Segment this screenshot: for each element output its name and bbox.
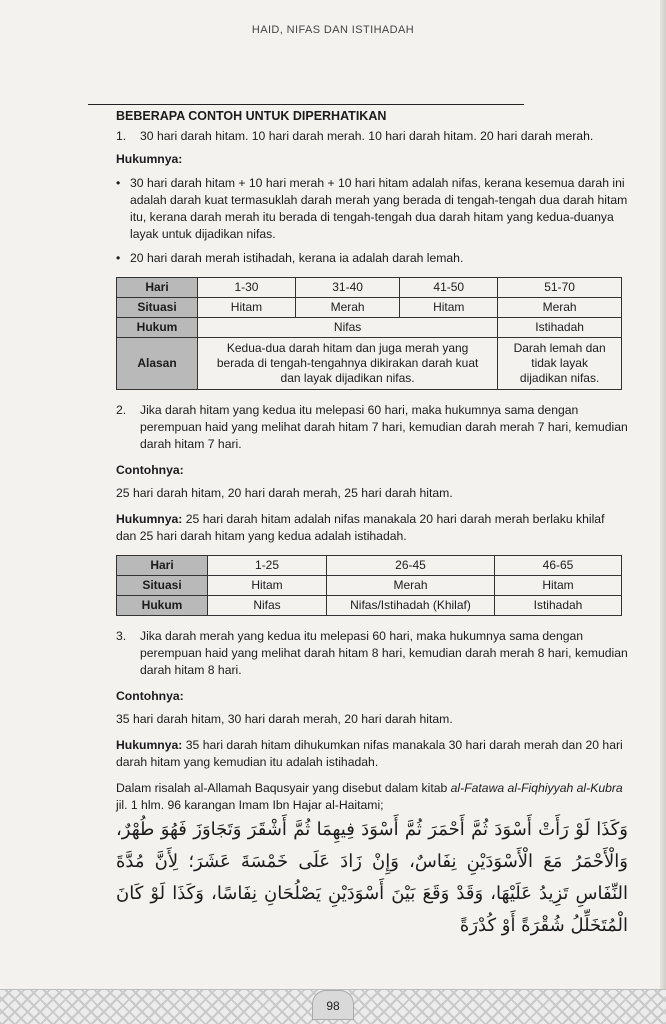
table-cell: 46-65 [495,556,622,576]
example-2-number: 2. [116,403,127,417]
table-cell: 26-45 [327,556,495,576]
example-1-hukum-label: Hukumnya: [116,152,183,166]
risalah-paragraph [116,780,628,814]
bullet-item [116,175,628,243]
bullet-text: 30 hari darah hitam + 10 hari merah + 10 hari hitam adalah nifas, kerana kesemua darah ini adalah darah kuat termasuklah darah merah yang berada di tengah-tengah dua darah hitam itu, kerana darah merah itu berada di tengah-tengah dua darah hitam yang kedua-duanya layak untuk dijadikan nifas. [130,176,628,241]
row-label-hari: Hari [117,556,208,576]
arabic-quote: وَكَذَا لَوْ رَأَتْ أَسْوَدَ ثُمَّ أَحْمَرَ ثُمَّ أَسْوَدَ فِيهِمَا ثُمَّ أَشْقَرَ وَتَجَاوَزَ فَهُوَ طُهْرٌ، وَالْأَحْمَرُ مَعَ الْأَسْوَدَيْنِ نِفَاسٌ، وَإِنْ زَادَ عَلَى خَمْسَةَ عَشَرَ؛ لِأَنَّ مُدَّةَ النِّفَاسِ تَزِيدُ عَلَيْهَا، وَقَدْ وَقَعَ بَيْنَ أَسْوَدَيْنِ يَصْلُحَانِ نِفَاسًا، وَكَذَا لَوْ كَانَ الْمُتَخَلِّلُ شُقْرَةً أَوْ كُدْرَةً [116,819,628,936]
bullet-dot: • [116,251,121,265]
example-3-hukum [116,737,628,771]
table-cell: 31-40 [295,278,399,298]
row-label-hukum: Hukum [117,318,198,338]
table-row [117,556,622,576]
bullet-text: 20 hari darah merah istihadah, kerana ia adalah darah lemah. [130,251,464,265]
table-row [117,298,622,318]
table-row [117,278,622,298]
table-cell: Darah lemah dan tidak layak dijadikan nifas. [498,338,622,390]
example-2-text: Jika darah hitam yang kedua itu melepasi 60 hari, maka hukumnya sama dengan perempuan haid yang melihat darah hitam 7 hari, kemudian darah merah 7 hari, kemudian darah hitam 7 hari. [140,403,628,451]
table-row [117,338,622,390]
table-cell: 41-50 [400,278,498,298]
table-cell: Hitam [400,298,498,318]
page-number: 98 [312,990,354,1020]
example-3-number: 3. [116,629,127,643]
row-label-situasi: Situasi [117,576,208,596]
table-cell: Hitam [495,576,622,596]
example-3-hukum-text: 35 hari darah hitam dihukumkan nifas manakala 30 hari darah merah dan 20 hari darah hitam yang kemudian itu adalah istihadah. [116,738,623,769]
main-content [116,108,628,942]
table-cell: Istihadah [495,596,622,616]
risalah-pre: Dalam risalah al-Allamah Baqusyair yang disebut dalam kitab [116,781,451,795]
example-2-hukum-label: Hukumnya: [116,512,183,526]
book-title: al-Fatawa al-Fiqhiyyah al-Kubra [450,781,623,795]
table-cell: Istihadah [498,318,622,338]
risalah-post: jil. 1 hlm. 96 karangan Imam Ibn Hajar al-Haitami; [116,798,384,812]
example-2-hukum [116,511,628,545]
section-rule [88,104,524,105]
table-cell: 1-25 [208,556,327,576]
example-1-text: 30 hari darah hitam. 10 hari darah merah. 10 hari darah hitam. 20 hari darah merah. [140,129,594,143]
example-1 [116,128,628,145]
table-cell: Merah [498,298,622,318]
running-head: HAID, NIFAS DAN ISTIHADAH [251,24,415,36]
table-example-1 [116,277,622,390]
example-3-contoh-text: 35 hari darah hitam, 30 hari darah merah, 20 hari darah hitam. [116,712,453,726]
table-cell: Nifas [198,318,498,338]
example-3-hukum-label: Hukumnya: [116,738,183,752]
page-edge [660,0,666,1024]
example-1-number: 1. [116,129,127,143]
table-row [117,596,622,616]
example-2-contoh-text: 25 hari darah hitam, 20 hari darah merah, 25 hari darah hitam. [116,486,453,500]
table-row [117,576,622,596]
example-2-hukum-text: 25 hari darah hitam adalah nifas manakala 20 hari darah merah berlaku khilaf dan 25 hari darah hitam yang kedua adalah istihadah. [116,512,605,543]
row-label-hari: Hari [117,278,198,298]
table-cell: Hitam [208,576,327,596]
table-row [117,318,622,338]
example-3-contoh-label: Contohnya: [116,689,184,703]
row-label-hukum: Hukum [117,596,208,616]
bullet-dot: • [116,176,121,190]
table-example-2 [116,555,622,616]
example-3 [116,628,628,679]
bullet-item [116,250,628,267]
table-cell: 1-30 [198,278,296,298]
table-cell: Hitam [198,298,296,318]
table-cell: Kedua-dua darah hitam dan juga merah yang berada di tengah-tengahnya dikirakan darah kuat dan layak dijadikan nifas. [198,338,498,390]
example-3-text: Jika darah merah yang kedua itu melepasi 60 hari, maka hukumnya sama dengan perempuan haid yang melihat darah hitam 8 hari, kemudian darah merah 8 hari, kemudian darah hitam 8 hari. [140,629,628,677]
table-cell: Merah [295,298,399,318]
table-cell: Nifas [208,596,327,616]
table-cell: Nifas/Istihadah (Khilaf) [327,596,495,616]
row-label-alasan: Alasan [117,338,198,390]
table-cell: Merah [327,576,495,596]
example-2-contoh-label: Contohnya: [116,463,184,477]
table-cell: 51-70 [498,278,622,298]
row-label-situasi: Situasi [117,298,198,318]
example-2 [116,402,628,453]
section-title: BEBERAPA CONTOH UNTUK DIPERHATIKAN [116,109,387,123]
